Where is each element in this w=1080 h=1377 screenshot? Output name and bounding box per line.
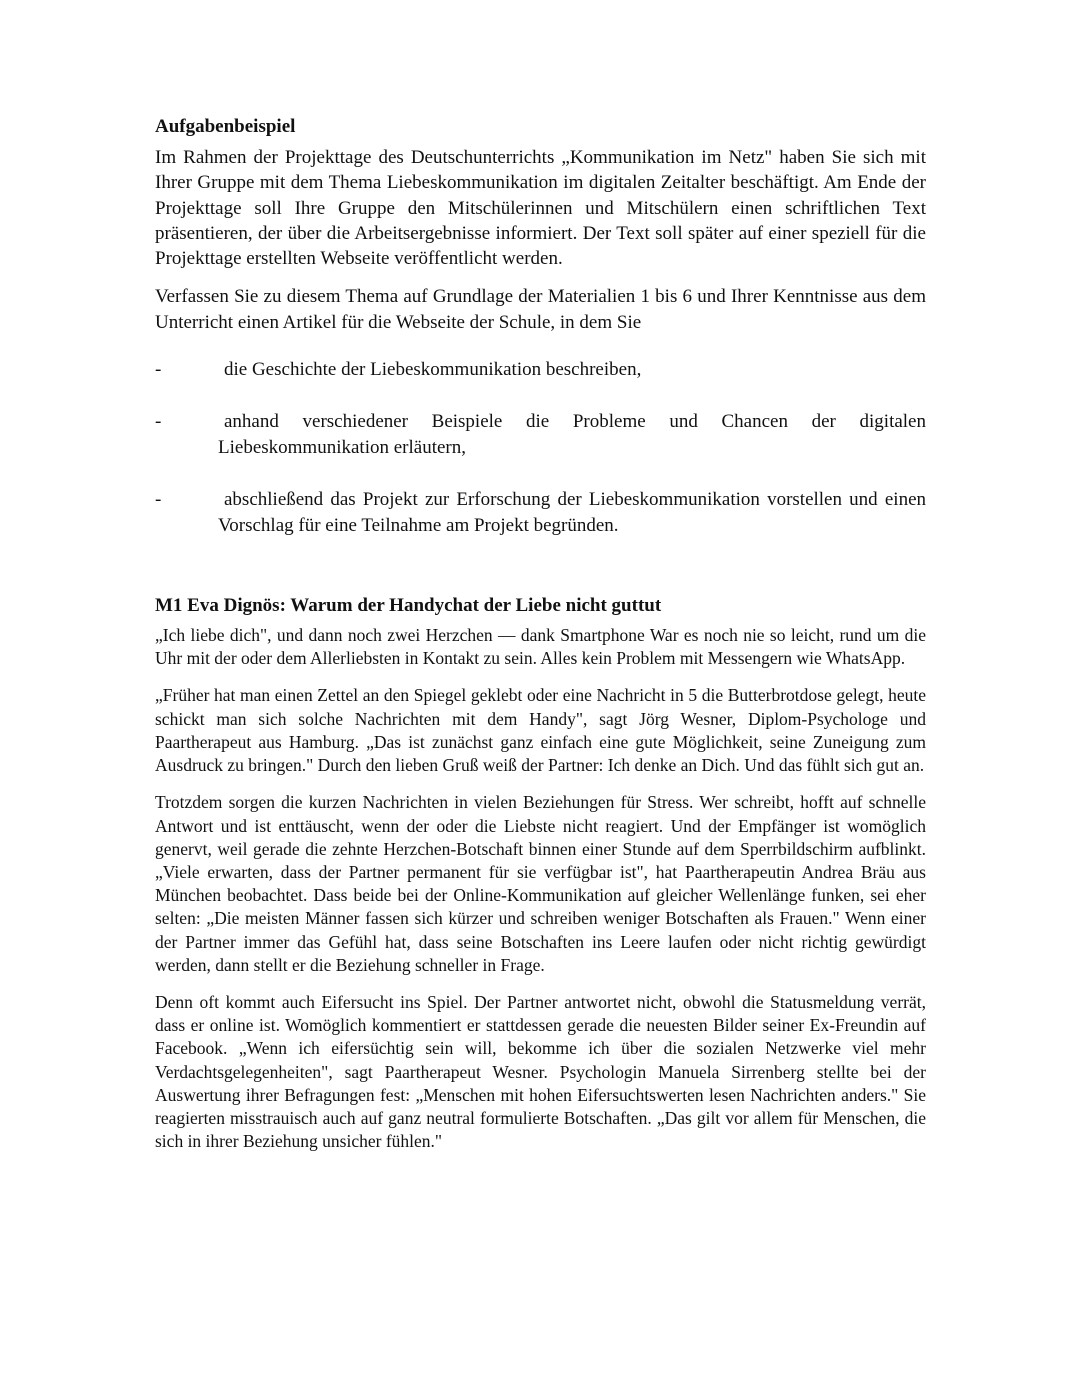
task-bullet-list <box>155 357 926 539</box>
bullet-text: anhand verschiedener Beispiele die Probleme und Chancen der digitalen Liebeskommunikation erläutern, <box>218 411 926 459</box>
m1-heading: M1 Eva Dignös: Warum der Handychat der Liebe nicht guttut <box>155 595 662 617</box>
list-item <box>155 409 926 461</box>
material-m1-section <box>155 593 926 1153</box>
m1-paragraph: „Früher hat man einen Zettel an den Spiegel geklebt oder eine Nachricht in 5 die Butterbrotdose gelegt, heute schickt man sich solche Nachrichten mit dem Handy", sagt Jörg Wesner, Diplom-Psychologe und Paartherapeut aus Hamburg. „Das ist zunächst ganz einfach eine gute Möglichkeit, seine Zuneigung zum Ausdruck zu bringen." Durch den lieben Gruß weiß der Partner: Ich denke an Dich. Und das fühlt sich gut an. <box>155 685 926 776</box>
task-heading: Aufgabenbeispiel <box>155 116 296 137</box>
bullet-dash: - <box>155 411 162 433</box>
task-instruction-paragraph: Verfassen Sie zu diesem Thema auf Grundlage der Materialien 1 bis 6 und Ihrer Kenntnisse aus dem Unterricht einen Artikel für die Webseite der Schule, in dem Sie <box>155 286 926 333</box>
m1-paragraph: Denn oft kommt auch Eifersucht ins Spiel. Der Partner antwortet nicht, obwohl die Statusmeldung verrät, dass er online ist. Womöglich kommentiert er stattdessen gerade die neuesten Bilder seiner Ex-Freundin auf Facebook. „Wenn ich eifersüchtig sein will, bekomme ich über die sozialen Netzwerke viel mehr Verdachtsgelegenheiten", sagt Paartherapeut Wesner. Psychologin Manuela Sirrenberg stellte bei der Auswertung ihrer Befragungen fest: „Menschen mit hohen Eifersuchtswerten lesen Nachrichten anders." Sie reagierten misstrauisch auch auf ganz neutral formulierte Botschaften. „Das gilt vor allem für Menschen, die sich in ihrer Beziehung unsicher fühlen." <box>155 991 926 1152</box>
bullet-dash: - <box>155 489 162 511</box>
bullet-dash: - <box>155 359 162 381</box>
task-intro-paragraph: Im Rahmen der Projekttage des Deutschunterrichts „Kommunikation im Netz" haben Sie sich mit Ihrer Gruppe mit dem Thema Liebeskommunikation im digitalen Zeitalter beschäftigt. Am Ende der Projekttage soll Ihre Gruppe den Mitschülerinnen und Mitschülern einen schriftlichen Text präsentieren, der über die Arbeitsergebnisse informiert. Der Text soll später auf einer speziell für die Projekttage erstellten Webseite veröffentlicht werden. <box>155 147 926 270</box>
list-item <box>155 357 926 383</box>
m1-paragraph: „Ich liebe dich", und dann noch zwei Herzchen — dank Smartphone War es noch nie so leicht, rund um die Uhr mit der oder dem Allerliebsten in Kontakt zu sein. Alles kein Problem mit Messengern wie WhatsApp. <box>155 625 926 669</box>
bullet-text: die Geschichte der Liebeskommunikation beschreiben, <box>224 359 642 381</box>
document-page <box>155 114 926 1167</box>
bullet-text: abschließend das Projekt zur Erforschung der Liebeskommunikation vorstellen und einen Vorschlag für eine Teilnahme am Projekt begründen. <box>218 489 926 537</box>
m1-paragraph: Trotzdem sorgen die kurzen Nachrichten in vielen Beziehungen für Stress. Wer schreibt, hofft auf schnelle Antwort und ist enttäuscht, wenn der oder die Liebste nicht reagiert. Und der Empfänger ist womöglich genervt, weil gerade die zehnte Herzchen-Botschaft binnen einer Stunde auf dem Sperrbildschirm aufblinkt. „Viele erwarten, dass der Partner permanent für sie verfügbar ist", hat Paartherapeutin Andrea Bräu aus München beobachtet. Dass beide bei der Online-Kommunikation auf gleicher Wellenlänge funken, sei eher selten: „Die meisten Männer fassen sich kürzer und schreiben weniger Botschaften als Frauen." Wenn einer der Partner immer das Gefühl hat, dass seine Botschaften ins Leere laufen oder nicht richtig gewürdigt werden, dann stellt er die Beziehung schneller in Frage. <box>155 792 926 975</box>
task-section <box>155 114 926 539</box>
list-item <box>155 487 926 539</box>
